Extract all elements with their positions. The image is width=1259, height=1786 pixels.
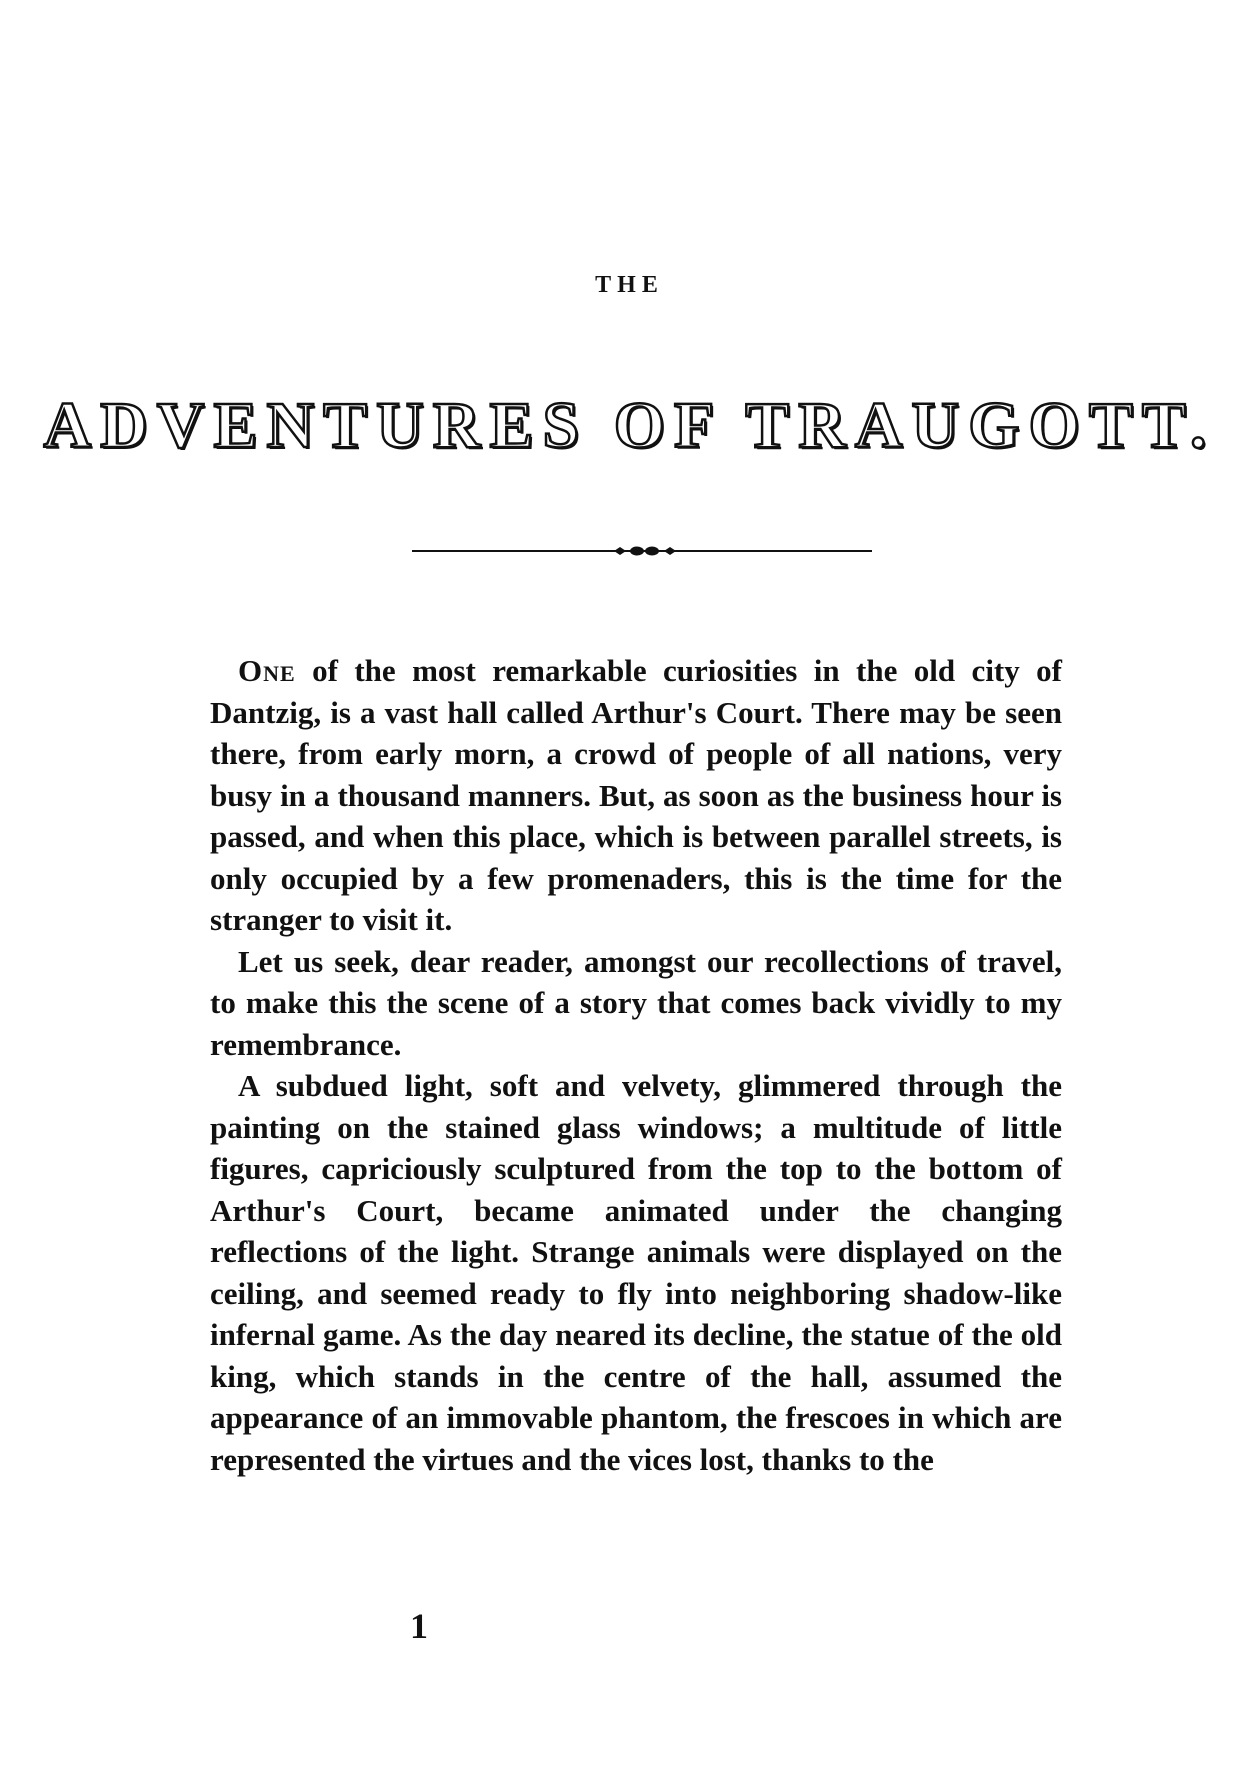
paragraph-2: Let us seek, dear reader, amongst our recollections of travel, to make this the scene of a story that comes back vividly to my remembrance. — [210, 943, 1062, 1062]
paragraph-1-first-word: One — [238, 653, 296, 688]
chapter-title: ADVENTURES OF TRAUGOTT. — [43, 389, 1216, 462]
paragraph-1 — [210, 650, 1062, 941]
pre-title: THE — [595, 272, 664, 298]
ornamental-divider-icon — [600, 544, 690, 558]
paragraph-3: A subdued light, soft and velvety, glimmered through the painting on the stained glass windows; a multitude of little figures, capriciously sculptured from the top to the bottom of Arthur's Court, became animated under the changing reflections of the light. Strange animals were displayed on the ceiling, and seemed ready to fly into neighboring shadow-like infernal game. As the day neared its decline, the statue of the old king, which stands in the centre of the hall, assumed the appearance of an immovable phantom, the frescoes in which are represented the virtues and the vices lost, thanks to the — [210, 1068, 1062, 1477]
page-number: 1 — [410, 1606, 428, 1646]
paragraph-1-text: of the most remarkable curiosities in the old city of Dantzig, is a vast hall called Arthur's Court. There may be seen there, from early morn, a crowd of people of all nations, very busy in a thousand manners. But, as soon as the business hour is passed, and when this place, which is between parallel streets, is only occupied by a few promenaders, this is the time for the stranger to visit it. — [210, 653, 1062, 937]
title-divider — [412, 544, 872, 558]
body-text — [210, 650, 1062, 1480]
